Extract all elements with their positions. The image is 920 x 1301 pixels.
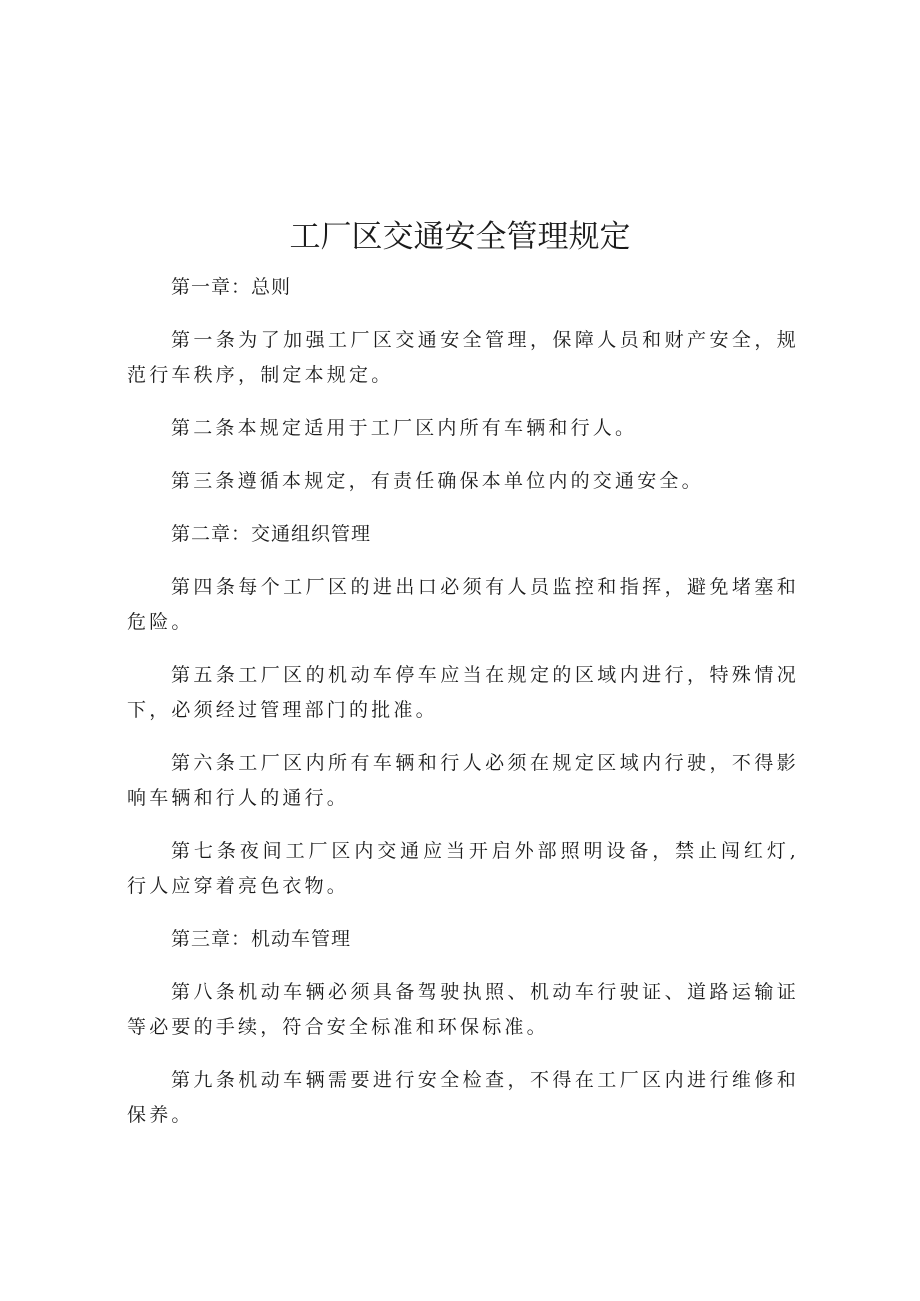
article-2: 第二条本规定适用于工厂区内所有车辆和行人。: [171, 417, 638, 439]
article-8: 第八条机动车辆必须具备驾驶执照、机动车行驶证、道路运输证等必要的手续，符合安全标准和环保标准。: [127, 981, 799, 1038]
article-9: 第九条机动车辆需要进行安全检查，不得在工厂区内进行维修和保养。: [127, 1069, 799, 1126]
chapter-heading-2: 第二章：交通组织管理: [171, 523, 372, 545]
article-6: 第六条工厂区内所有车辆和行人必须在规定区域内行驶，不得影响车辆和行人的通行。: [127, 752, 799, 809]
article-7: 第七条夜间工厂区内交通应当开启外部照明设备，禁止闯红灯,行人应穿着亮色衣物。: [127, 840, 799, 897]
article-5: 第五条工厂区的机动车停车应当在规定的区域内进行，特殊情况下，必须经过管理部门的批准。: [127, 664, 799, 721]
chapter-heading-1: 第一章：总则: [171, 276, 292, 298]
chapter-heading-3: 第三章：机动车管理: [171, 928, 352, 950]
article-1: 第一条为了加强工厂区交通安全管理，保障人员和财产安全，规范行车秩序，制定本规定。: [127, 329, 799, 386]
article-4: 第四条每个工厂区的进出口必须有人员监控和指挥，避免堵塞和危险。: [127, 576, 799, 633]
document-body: [127, 270, 799, 1151]
article-3: 第三条遵循本规定，有责任确保本单位内的交通安全。: [171, 470, 704, 492]
document-title: 工厂区交通安全管理规定: [289, 219, 631, 255]
